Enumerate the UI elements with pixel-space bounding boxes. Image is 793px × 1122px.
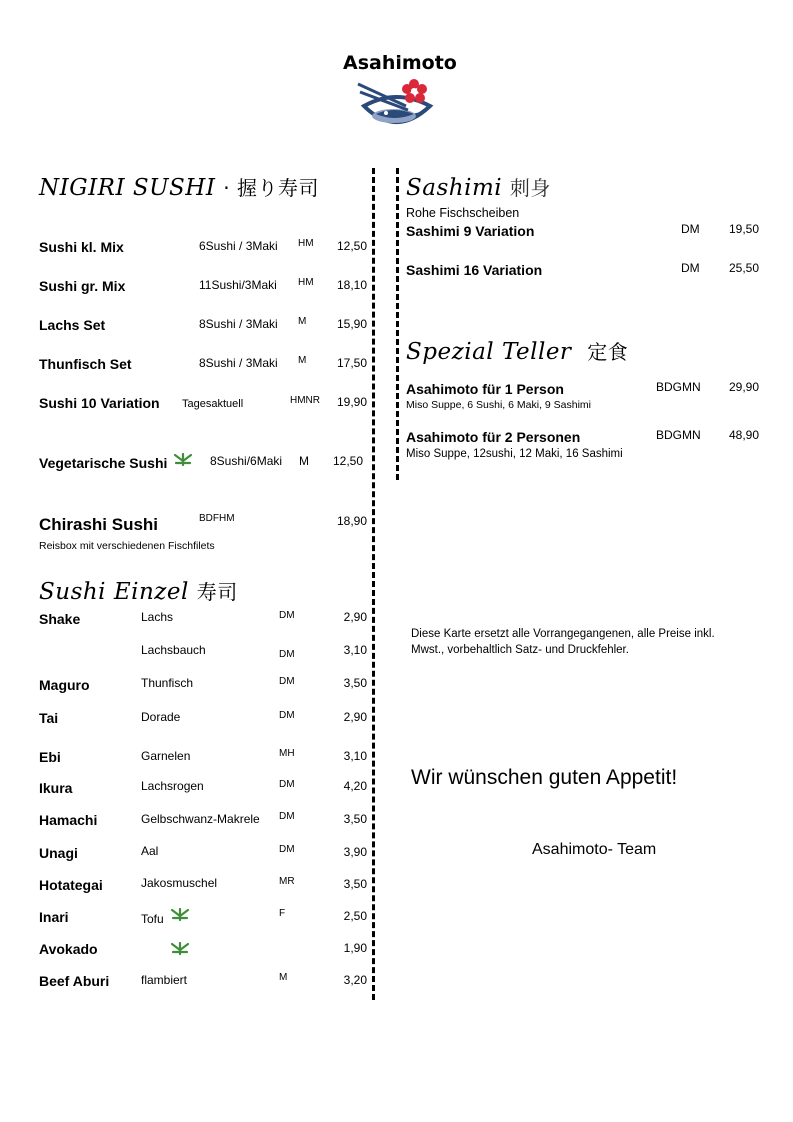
chirashi-sub: Reisbox mit verschiedenen Fischfilets <box>39 540 215 552</box>
leaf-icon <box>170 940 190 961</box>
restaurant-title: Asahimoto <box>343 52 457 74</box>
column-divider <box>372 168 375 1000</box>
sashimi-sub: Rohe Fischscheiben <box>406 206 520 220</box>
leaf-icon <box>170 906 190 927</box>
list-item-code: BDGMN <box>656 428 701 442</box>
spezial-heading-jp: 定食 <box>587 340 629 364</box>
list-item-desc: 6Sushi / 3Maki <box>199 239 278 253</box>
list-item-desc: Lachs <box>141 610 174 624</box>
list-item-name: Hotategai <box>39 877 103 893</box>
list-item-code: DM <box>681 222 700 236</box>
list-item-desc: Lachsrogen <box>141 779 204 793</box>
list-item-code: BDGMN <box>656 380 701 394</box>
sashimi-heading-text: Sashimi <box>406 175 503 201</box>
chirashi-price: 18,90 <box>336 514 367 528</box>
list-item-code: DM <box>279 710 295 721</box>
chirashi-code: BDFHM <box>199 513 235 524</box>
list-item-price: 2,50 <box>343 909 367 923</box>
list-item-price: 3,10 <box>343 643 367 657</box>
list-item-price: 1,90 <box>343 941 367 955</box>
list-item-price: 3,20 <box>343 973 367 987</box>
disclaimer-line-2: Mwst., vorbehaltlich Satz- und Druckfehler. <box>411 644 629 656</box>
list-item-code: DM <box>279 779 295 790</box>
list-item-name: Inari <box>39 909 69 925</box>
list-item-code: HM <box>298 238 314 249</box>
nigiri-heading-text: NIGIRI SUSHI <box>39 175 216 201</box>
list-item-name: Tai <box>39 710 59 726</box>
list-item-code: HMNR <box>290 395 320 406</box>
list-item-price: 3,10 <box>343 749 367 763</box>
list-item-desc: Thunfisch <box>141 676 194 690</box>
list-item-price: 2,90 <box>343 610 367 624</box>
list-item-price: 17,50 <box>336 356 367 370</box>
list-item-name: Sushi 10 Variation <box>39 395 160 411</box>
list-item-price: 18,10 <box>336 278 367 292</box>
list-item-desc: Tagesaktuell <box>182 398 244 410</box>
list-item-name: Sushi kl. Mix <box>39 239 124 255</box>
list-item-price: 12,50 <box>336 239 367 253</box>
spezial-heading <box>406 336 628 365</box>
list-item-sub: Miso Suppe, 6 Sushi, 6 Maki, 9 Sashimi <box>406 399 592 411</box>
list-item-code: M <box>298 316 307 327</box>
list-item-price: 3,50 <box>343 676 367 690</box>
list-item-desc: Dorade <box>141 710 181 724</box>
list-item-code: DM <box>279 844 295 855</box>
disclaimer-line-1: Diese Karte ersetzt alle Vorrangegangenen, alle Preise inkl. <box>411 628 715 640</box>
list-item-desc: 8Sushi / 3Maki <box>199 317 278 331</box>
list-item-name: Lachs Set <box>39 317 106 333</box>
list-item-code: HM <box>298 277 314 288</box>
list-item-price: 3,90 <box>343 845 367 859</box>
list-item-code: DM <box>279 676 295 687</box>
list-item-desc: Jakosmuschel <box>141 876 218 890</box>
list-item-desc: Lachsbauch <box>141 643 206 657</box>
list-item-price: 25,50 <box>728 261 759 275</box>
list-item-name: Ebi <box>39 749 61 765</box>
logo <box>356 76 436 139</box>
list-item-price: 15,90 <box>336 317 367 331</box>
chirashi-name: Chirashi Sushi <box>39 515 159 534</box>
list-item-code: M <box>298 355 307 366</box>
list-item-name: Maguro <box>39 677 90 693</box>
nigiri-heading <box>39 172 319 201</box>
list-item-desc: Garnelen <box>141 749 191 763</box>
column-divider-right <box>396 168 399 480</box>
list-item-price: 29,90 <box>728 380 759 394</box>
list-item-code: M <box>279 972 288 983</box>
list-item-name: Sashimi 16 Variation <box>406 262 543 278</box>
list-item-code: DM <box>681 261 700 275</box>
list-item-code: F <box>279 908 286 919</box>
list-item-desc: 11Sushi/3Maki <box>199 278 277 292</box>
list-item-code: M <box>299 454 309 468</box>
list-item-price: 3,50 <box>343 812 367 826</box>
list-item-name: Hamachi <box>39 812 98 828</box>
list-item-name: Ikura <box>39 780 73 796</box>
list-item-code: DM <box>279 811 295 822</box>
list-item-sub: Miso Suppe, 12sushi, 12 Maki, 16 Sashimi <box>406 448 623 460</box>
list-item-desc: Aal <box>141 844 159 858</box>
list-item-name: Sushi gr. Mix <box>39 278 126 294</box>
list-item-price: 4,20 <box>343 779 367 793</box>
list-item-price: 48,90 <box>728 428 759 442</box>
list-item-desc: Tofu <box>141 912 164 926</box>
list-item-code: MR <box>279 876 295 887</box>
einzel-heading-jp: 寿司 <box>196 580 238 604</box>
list-item-name: Unagi <box>39 845 78 861</box>
list-item-price: 19,50 <box>728 222 759 236</box>
list-item-desc: flambiert <box>141 973 188 987</box>
closing-team: Asahimoto- Team <box>532 841 657 858</box>
list-item-code: DM <box>279 649 295 660</box>
list-item-price: 12,50 <box>332 454 363 468</box>
list-item-name: Avokado <box>39 941 98 957</box>
list-item-name: Asahimoto für 1 Person <box>406 381 564 397</box>
list-item-code: DM <box>279 610 295 621</box>
list-item-price: 2,90 <box>343 710 367 724</box>
nigiri-heading-jp: · 握り寿司 <box>223 176 319 200</box>
closing-wish: Wir wünschen guten Appetit! <box>411 766 678 789</box>
list-item-name: Beef Aburi <box>39 973 110 989</box>
list-item-desc: 8Sushi / 3Maki <box>199 356 278 370</box>
einzel-heading-text: Sushi Einzel <box>39 579 189 605</box>
list-item-desc: 8Sushi/6Maki <box>210 454 283 468</box>
spezial-heading-text: Spezial Teller <box>406 339 572 365</box>
list-item-name: Asahimoto für 2 Personen <box>406 429 581 445</box>
sashimi-heading <box>406 172 551 201</box>
sashimi-heading-jp: 刺身 <box>509 176 551 200</box>
list-item-price: 3,50 <box>343 877 367 891</box>
list-item-name: Shake <box>39 611 81 627</box>
list-item-desc: Gelbschwanz-Makrele <box>141 812 260 826</box>
leaf-icon <box>173 451 193 472</box>
list-item-name: Thunfisch Set <box>39 356 132 372</box>
list-item-price: 19,90 <box>336 395 367 409</box>
list-item-code: MH <box>279 748 295 759</box>
list-item-name: Sashimi 9 Variation <box>406 223 535 239</box>
list-item-name: Vegetarische Sushi <box>39 455 168 471</box>
einzel-heading <box>39 576 238 605</box>
